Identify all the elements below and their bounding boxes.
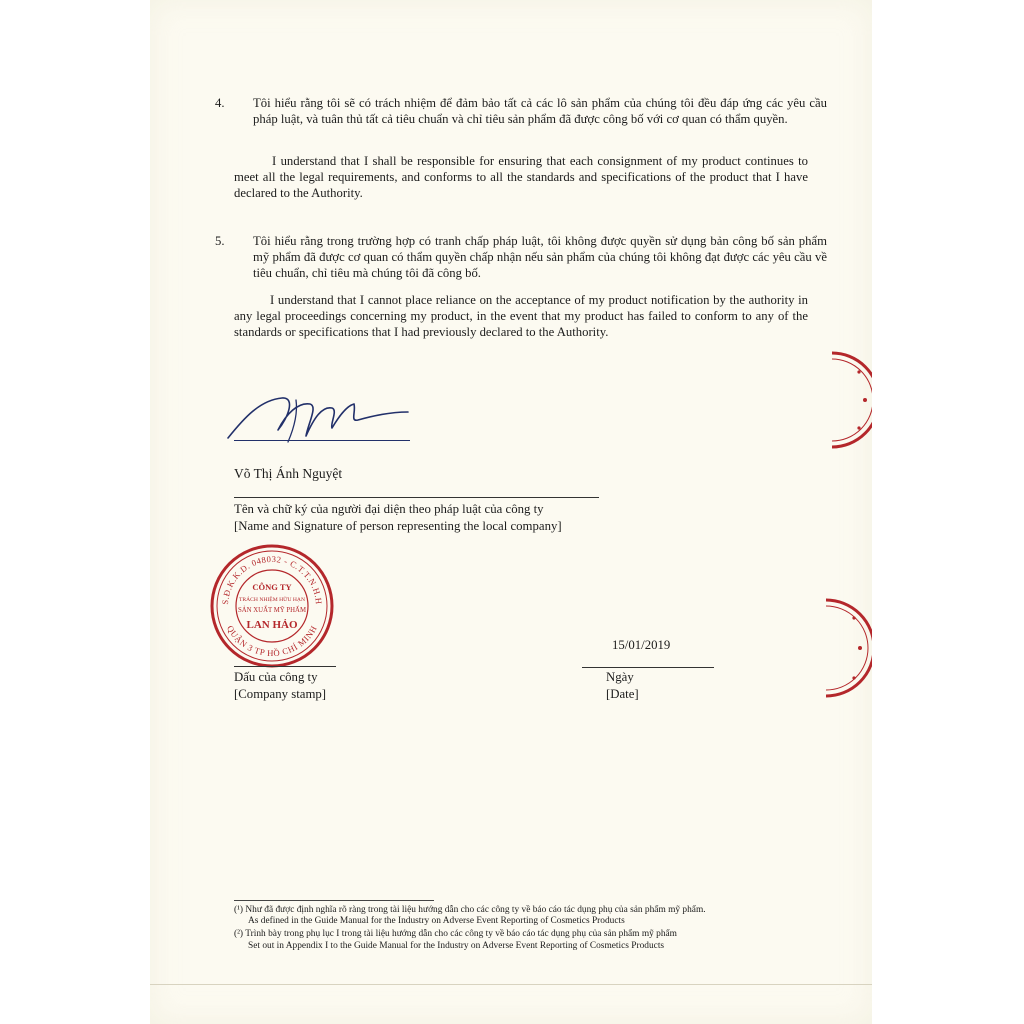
- item-4-number: 4.: [215, 96, 225, 110]
- seal-line-1: CÔNG TY: [252, 582, 292, 592]
- date-label-en: [Date]: [606, 687, 639, 701]
- footnote-1-vi-text: Như đã được định nghĩa rõ ràng trong tài liệu hướng dẫn cho các công ty về báo cáo tác dụng phụ của sản phẩm mỹ phẩm.: [245, 905, 706, 915]
- date-label-vi: Ngày: [606, 670, 634, 684]
- item-4-vi-text: Tôi hiểu rằng tôi sẽ có trách nhiệm để đảm bảo tất cả các lô sản phẩm của chúng tôi đều đáp ứng các yêu cầu pháp luật, và tuân thủ tất cả tiêu chuẩn và chỉ tiêu sản phẩm đã được công bố với cơ quan có thẩm quyền.: [253, 96, 827, 126]
- item-4-english: I understand that I shall be responsible for ensuring that each consignment of my product continues to meet all the legal requirements, and conforms to all the standards and specifications of the product that I have declared to the Authority.: [234, 154, 808, 200]
- footnote-2-marker: (²): [234, 929, 244, 939]
- document-page: [150, 0, 872, 1024]
- item-5-english: I understand that I cannot place reliance on the acceptance of my product notification by the authority in any legal proceedings concerning my product, in the event that my product has failed to conform to any of the standards or specifications that I had previously declared to the Authority.: [234, 293, 808, 339]
- seal-ring-bottom-text: QUẬN 3 TP HỒ CHÍ MINH: [225, 623, 319, 659]
- signature-label-vi: Tên và chữ ký của người đại diện theo pháp luật của công ty: [234, 502, 544, 516]
- signature-underline: [234, 440, 410, 441]
- date-value: 15/01/2019: [612, 638, 671, 652]
- company-seal: [206, 540, 338, 672]
- seal-ring-top-text: S.Đ.K.K.D. 048032 - C.T.T.N.H.H: [219, 553, 325, 605]
- item-5-vi-text: Tôi hiểu rằng trong trường hợp có tranh chấp pháp luật, tôi không được quyền sử dụng bản công bố sản phẩm mỹ phẩm đã được cơ quan có thẩm quyền chấp nhận nếu sản phẩm của chúng tôi không đạt được các yêu cầu về tiêu chuẩn, chỉ tiêu mà chúng tôi đã công bố.: [253, 234, 827, 280]
- partial-seal-right-bottom: [826, 596, 872, 700]
- seal-line-2: TRÁCH NHIỆM HỮU HẠN: [238, 597, 306, 603]
- seal-line-3: SẢN XUẤT MỸ PHẨM: [237, 607, 307, 614]
- footnote-2-vi-text: Trình bày trong phụ lục I trong tài liệu hướng dẫn cho các công ty về báo cáo tác dụng phụ của sản phẩm mỹ phẩm: [245, 929, 677, 939]
- page-bottom-edge: [150, 984, 872, 985]
- seal-line-4: LAN HẢO: [246, 619, 298, 631]
- footnote-1-vi: [234, 905, 834, 916]
- footnote-2-vi: [234, 929, 834, 940]
- signature-label-en: [Name and Signature of person representing the local company]: [234, 519, 562, 533]
- stamp-label-en: [Company stamp]: [234, 687, 327, 701]
- footnote-2-en: Set out in Appendix I to the Guide Manual for the Industry on Adverse Event Reporting of Cosmetics Products: [248, 941, 665, 951]
- signature-rule: [234, 497, 599, 498]
- item-5-number: 5.: [215, 234, 225, 248]
- footnote-1-en: As defined in the Guide Manual for the Industry on Adverse Event Reporting of Cosmetics Products: [248, 916, 625, 926]
- item-5-vietnamese: [215, 234, 827, 281]
- footnote-rule: [234, 900, 434, 901]
- item-4-vietnamese: [215, 96, 827, 128]
- date-rule: [582, 667, 714, 668]
- stamp-label-vi: Dấu của công ty: [234, 670, 318, 684]
- partial-seal-right-top: [832, 348, 872, 452]
- footnote-1-marker: (¹): [234, 905, 244, 915]
- stamp-rule: [234, 666, 336, 667]
- representative-name: Võ Thị Ánh Nguyệt: [234, 466, 343, 481]
